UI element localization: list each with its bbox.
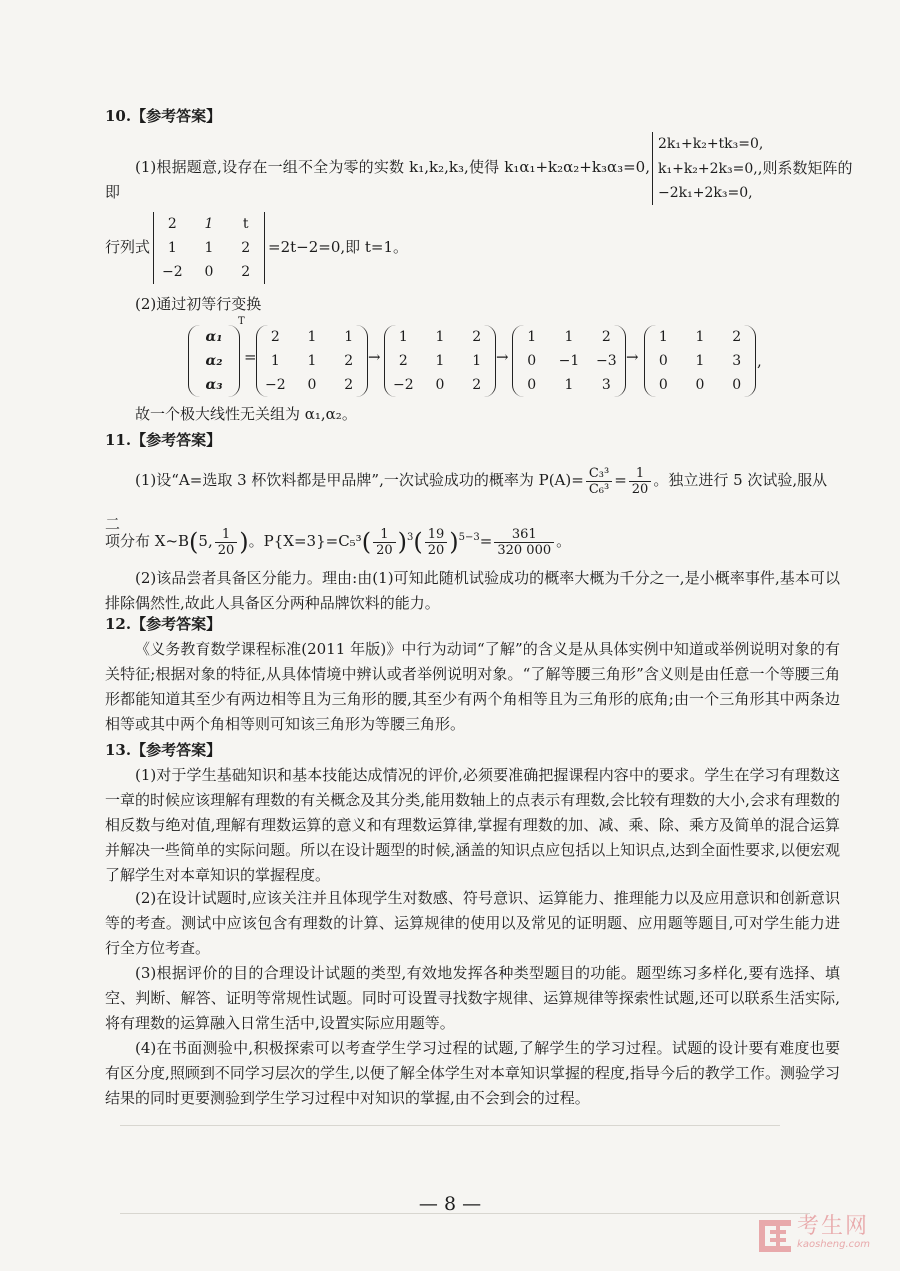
q10-arrow-1: →: [368, 348, 381, 366]
q11-part2: (2)该品尝者具备区分能力。理由:由(1)可知此随机试验成功的概率大概为千分之一,是小概率事件,基本可以排除偶然性,故此人具备区分两种品牌饮料的能力。: [105, 569, 840, 612]
q10-part1: (1)根据题意,设存在一组不全为零的实数 k₁,k₂,k₃,使得 k₁α₁+k₂α₂+k₃α₃=0,即: [105, 158, 650, 201]
scan-line: [120, 1125, 780, 1126]
page-number: — 8 —: [418, 1193, 482, 1215]
q10-matrix-4: 1 1 2 0 1 3 0 0 0: [644, 325, 756, 397]
q10-transpose: T: [238, 316, 245, 327]
watermark-logo-icon: [759, 1220, 791, 1252]
q10-determinant: 2 1 t 1 1 2 −2 0 2: [153, 212, 265, 284]
q11-combination-fraction: $\frac{\text{C₃³}}{\text{C₆³}}$: [586, 466, 612, 497]
q13-part3: (3)根据评价的目的合理设计试题的类型,有效地发挥各种类型题目的功能。题型练习多样化,要有选择、填空、判断、解答、证明等常规性试题。同时可设置寻找数字规律、运算规律等探索性试题,还可以联系生活实际,将有理数的运算融入日常生活中,设置实际应用题等。: [105, 964, 840, 1032]
q10-part2: (2)通过初等行变换: [135, 295, 262, 313]
q11-heading: 11.【参考答案】: [105, 431, 222, 449]
q11-probability-fraction: $\frac{1}{20}$: [629, 466, 652, 497]
q10-vector-matrix: α₁ α₂ α₃: [188, 325, 240, 397]
q10-arrow-2: →: [496, 348, 509, 366]
q10-eq-1: 2k₁+k₂+tk₃=0,: [658, 136, 764, 152]
q10-eq-3: −2k₁+2k₃=0,: [658, 185, 753, 201]
q12-heading: 12.【参考答案】: [105, 615, 222, 633]
watermark-site: kaosheng.com: [797, 1239, 870, 1250]
watermark: [759, 1214, 870, 1254]
q10-matrix-1: 2 1 1 1 1 2 −2 0 2: [256, 325, 368, 397]
q10-equation-system: [652, 132, 853, 205]
q10-arrow-3: →: [626, 348, 639, 366]
q10-matrix-2: 1 1 2 2 1 1 −2 0 2: [384, 325, 496, 397]
q12-body: 《义务教育数学课程标准(2011 年版)》中行为动词“了解”的含义是从具体实例中知道或举例说明对象的有关特征;根据对象的特征,从具体情境中辨认或者举例说明对象。“了解等腰三角形”含义则是由任意一个等腰三角形都能知道其至少有两边相等且为三角形的腰,其至少有两个角相等且为三角形的底角;由一个三角形其中两条边相等或其中两个角相等则可知该三角形为等腰三角形。: [105, 640, 840, 733]
q10-heading: 10.【参考答案】: [105, 107, 222, 125]
q13-heading: 13.【参考答案】: [105, 741, 222, 759]
watermark-brand: 考生网: [797, 1214, 870, 1239]
q10-eq-2: k₁+k₂+2k₃=0,,则系数矩阵的: [658, 159, 853, 177]
q13-part4: (4)在书面测验中,积极探索可以考查学生学习过程的试题,了解学生的学习过程。试题的设计要有难度也要有区分度,照顾到不同学习层次的学生,以便了解全体学生对本章知识掌握的程度,指导今后的教学工作。测验学习结果的同时更要测验到学生学习过程中对知识的掌握,由不会到会的过程。: [105, 1039, 840, 1107]
q10-det-label: 行列式: [105, 238, 151, 256]
q11-result-fraction: $\frac{361}{320 000}$: [494, 527, 554, 558]
q10-matrix-3: 1 1 2 0 −1 −3 0 1 3: [512, 325, 626, 397]
q11-part1-line1: (1)设“A=选取 3 杯饮料都是甲品牌”,一次试验成功的概率为 P(A)= $\frac{\text{C₃³}}{\text{C₆³}}$ = $\frac{1}{20}$ 。独立进行 5 次试验,服从二: [105, 465, 828, 533]
q11-part1-line2: 项分布 X~B(5, $\frac{1}{20}$ )。P{X=3}=C₅³( $\frac{1}{20}$ )$^3$( $\frac{19}{20}$ )$^{5-3}$= $\frac{361}{320 000}$ 。: [105, 526, 572, 558]
q10-equals: =: [244, 348, 257, 366]
q10-conclusion: 故一个极大线性无关组为 α₁,α₂。: [135, 405, 357, 423]
q10-det-result: =2t−2=0,即 t=1。: [268, 238, 409, 256]
q13-part2: (2)在设计试题时,应该关注并且体现学生对数感、符号意识、运算能力、推理能力以及应用意识和创新意识等的考查。测试中应该包含有理数的计算、运算规律的使用以及常见的证明题、应用题等题目,可对学生能力进行全方位考查。: [105, 889, 840, 957]
q13-part1: (1)对于学生基础知识和基本技能达成情况的评价,必须要准确把握课程内容中的要求。学生在学习有理数这一章的时候应该理解有理数的有关概念及其分类,能用数轴上的点表示有理数,会比较有理数的大小,会求有理数的相反数与绝对值,理解有理数运算的意义和有理数运算律,掌握有理数的加、减、乘、除、乘方及简单的混合运算并解决一些简单的实际问题。所以在设计题型的时候,涵盖的知识点应包括以上知识点,达到全面性要求,以便宏观了解学生对本章知识的掌握程度。: [105, 766, 840, 884]
q10-comma: ,: [757, 352, 762, 370]
